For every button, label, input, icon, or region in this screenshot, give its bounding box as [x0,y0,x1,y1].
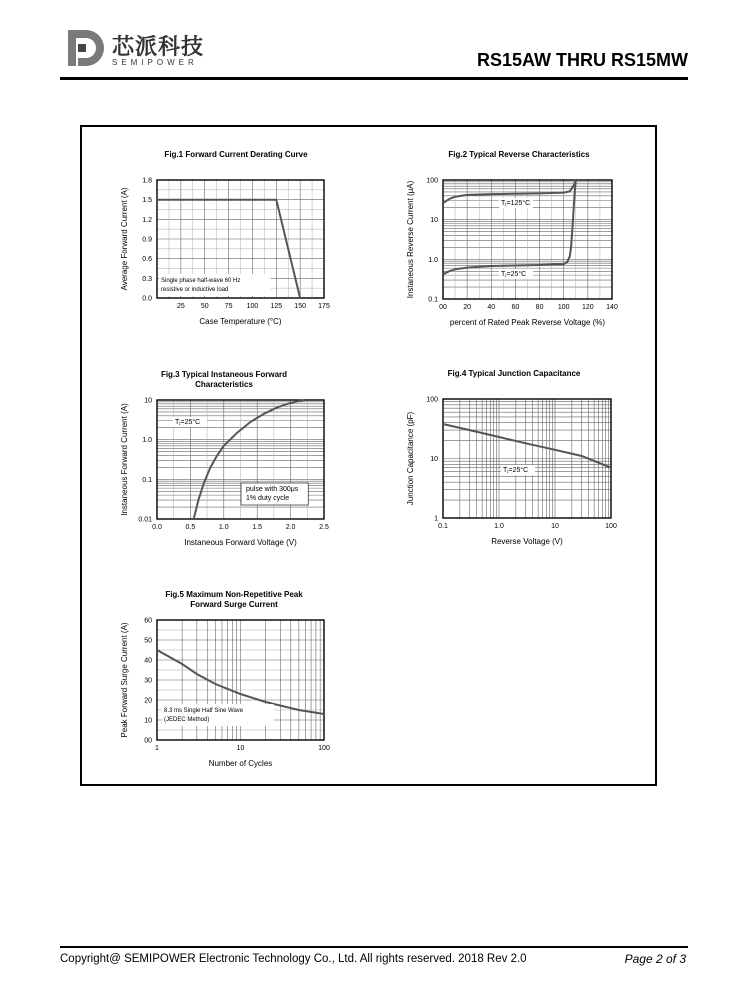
fig1-xtick-label: 75 [224,303,233,310]
fig2-xtick-label: 20 [463,304,472,311]
fig5-title: Fig.5 Maximum Non-Repetitive Peak Forward Surge Current [165,590,303,609]
copyright-text: Copyright@ SEMIPOWER Electronic Technology Co., Ltd. All rights reserved. 2018 Rev 2.0 [60,953,527,965]
fig5-chart [97,560,384,800]
fig2-xtick-label: 120 [582,304,594,311]
fig3-xtick-label: 2.0 [285,524,296,531]
fig2-xtick-label: 60 [511,304,520,311]
fig1-ylabel: Average Forward Current (A) [120,187,129,291]
fig4-xtick-label: 0.1 [438,523,448,530]
fig3-annotation-text: 1% duty cycle [246,495,290,502]
semipower-logo-icon [64,26,104,70]
fig3-ylabel: Instaneous Forward Current (A) [120,403,129,516]
fig1-ytick-label: 1.2 [142,216,152,224]
fig1-xtick-label: 50 [200,303,209,310]
footer-divider [60,946,688,948]
fig5-ytick-label: 20 [144,697,152,705]
fig4-title: Fig.4 Typical Junction Capacitance [447,369,581,378]
fig4-ylabel: Junction Capacitance (pF) [406,411,415,506]
fig3-series-label-0: Tⱼ=25°C [175,419,201,426]
fig5-xtick-label: 100 [318,745,330,752]
fig1-ytick-label: 0.0 [142,295,152,303]
fig5-ytick-label: 00 [144,737,152,745]
fig2-xtick-label: 00 [439,304,447,311]
fig1-xtick-label: 125 [270,303,283,310]
fig4-xtick-label: 100 [605,523,617,530]
fig4-series-label-0: Tⱼ=25°C [503,467,529,474]
fig5-ytick-label: 30 [144,677,152,685]
fig2-chart [383,120,672,359]
fig2-xtick-label: 40 [487,304,496,311]
fig3-ytick-label: 10 [144,397,152,405]
fig5-xlabel: Number of Cycles [208,759,273,768]
fig1-ytick-label: 0.9 [142,236,152,244]
fig1-xtick-label: 100 [246,303,259,310]
fig2-ytick-label: 0.1 [428,296,438,304]
fig3-annotation-text: pulse with 300μs [246,486,299,493]
fig5-ytick-label: 50 [144,637,152,645]
fig5-ytick-label: 60 [144,617,152,625]
fig3-ytick-label: 0.1 [142,476,152,484]
fig5-annotation-text: (JEDEC Method) [164,717,210,723]
brand-name-cn: 芯派科技 [112,35,205,60]
fig2-ytick-label: 100 [426,177,438,185]
document-title: RS15AW THRU RS15MW [476,50,688,70]
fig2-series-label-0: Tⱼ=125°C [501,200,531,207]
fig1-title: Fig.1 Forward Current Derating Curve [164,150,308,159]
fig5-ytick-label: 40 [144,657,152,665]
fig1-xtick-label: 25 [176,303,185,310]
fig1-chart [97,120,384,358]
fig3-title: Fig.3 Typical Instaneous Forward Characteristics [160,370,288,389]
fig1-annotation-text: resistive or inductive load [161,287,229,293]
fig3-xtick-label: 1.0 [218,524,229,531]
fig4-xtick-label: 1.0 [494,523,504,530]
fig3-xtick-label: 0.0 [152,524,162,531]
fig1-ytick-label: 1.8 [142,177,152,185]
header-divider [60,77,688,80]
fig4-ytick-label: 1 [434,515,438,523]
fig1-ytick-label: 1.5 [142,197,152,205]
fig2-ytick-label: 10 [430,217,438,225]
fig3-ytick-label: 1.0 [142,437,152,445]
fig2-xlabel: percent of Rated Peak Reverse Voltage (%) [449,318,606,327]
fig2-grid [443,180,612,299]
fig5-ytick-label: 10 [144,717,152,725]
fig4-ytick-label: 10 [430,456,438,463]
fig3-xlabel: Instaneous Forward Voltage (V) [184,538,297,547]
fig3-ytick-label: 0.01 [138,516,152,524]
fig2-ylabel: Instaneous Reverse Current (μA) [406,180,415,299]
fig1-xtick-label: 150 [294,303,306,310]
fig2-title: Fig.2 Typical Reverse Characteristics [448,150,590,159]
fig4-chart [383,339,671,578]
fig1-xtick-label: 175 [318,303,330,310]
page-number: Page 2 of 3 [624,952,686,966]
fig2-xtick-label: 140 [606,304,618,311]
fig2-ytick-label: 1.0 [428,256,438,264]
fig2-xtick-label: 100 [557,304,570,311]
fig2-series-label-1: Tⱼ=25°C [501,271,527,278]
fig4-ytick-label: 100 [426,396,438,404]
fig5-xtick-label: 10 [236,745,245,752]
fig4-xlabel: Reverse Voltage (V) [491,537,563,546]
fig3-chart [97,340,384,579]
fig5-xtick-label: 1 [155,745,159,752]
fig3-xtick-label: 2.5 [319,524,329,531]
fig1-xlabel: Case Temperature (°C) [199,317,282,326]
fig3-xtick-label: 1.5 [252,524,263,531]
fig5-annotation-text: 8.3 ms Single Half Sine Wave [164,708,244,714]
fig1-annotation-text: Single phase half-wave 60 Hz [161,278,241,284]
fig1-ytick-label: 0.3 [142,275,152,283]
brand-name-en: SEMIPOWER [112,58,198,67]
fig3-xtick-label: 0.5 [185,524,196,531]
fig2-xtick-label: 80 [535,304,544,311]
fig1-ytick-label: 0.6 [142,256,152,264]
fig5-ylabel: Peak Forward Surge Current (A) [120,622,129,738]
fig4-xtick-label: 10 [551,523,559,530]
